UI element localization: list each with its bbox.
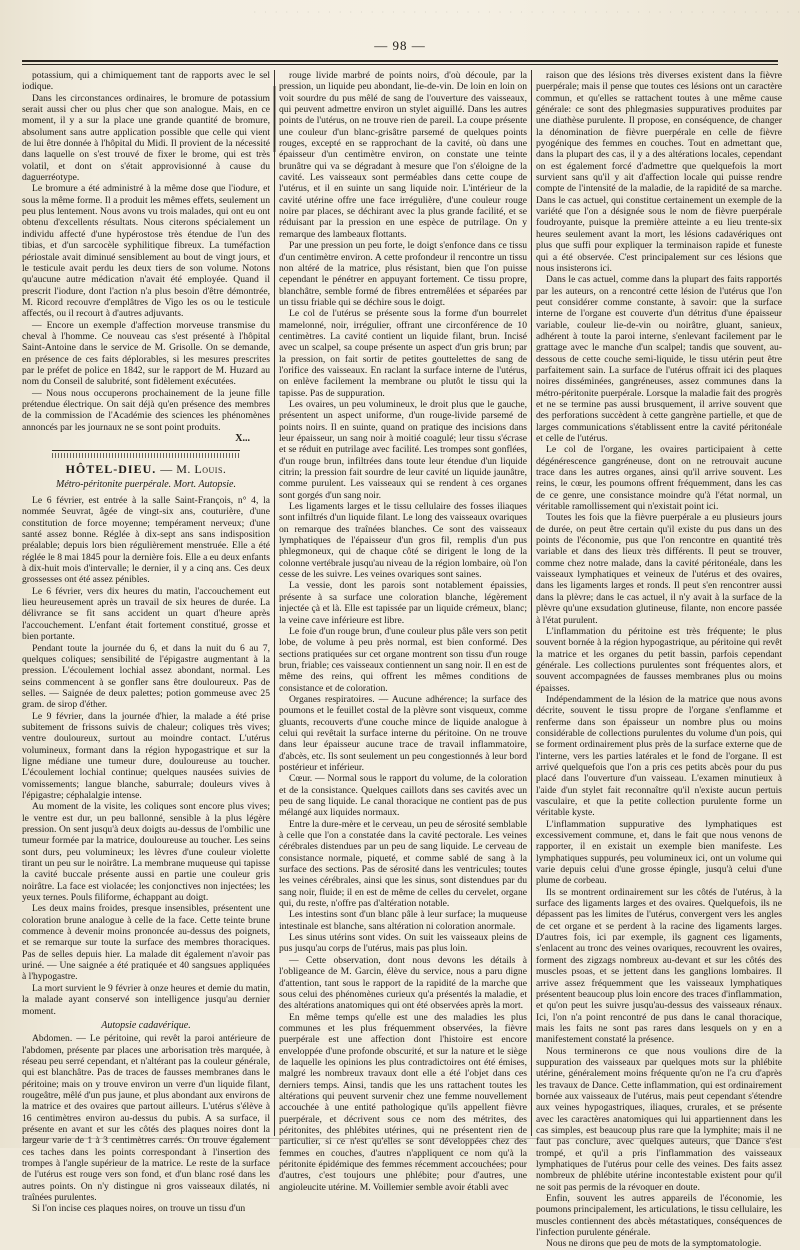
section-service: — M. Louis. — [160, 462, 227, 477]
paragraph: Les ligaments larges et le tissu cellulaire des fosses iliaques sont infiltrés d'un liquide filant. Le long des vaisseaux ovariques on remarque des traînées blanches. Ce sont des vaisseaux lymphatiques de l'épaisseur d'un gros fil, remplis d'un pus phlegmoneux, qui de chaque côté se dirigent le long de la colonne vertébrale jusqu'au niveau de la région lombaire, où l'on cesse de les suivre. Les veines ovariques sont saines. — [279, 501, 528, 581]
paragraph: Le bromure a été administré à la même dose que l'iodure, et sous la même forme. Il a produit les mêmes effets, seulement un peu plus lentement. Nous avons vu trois malades, qui ont eu ont obtenu d'excellents résultats. Nous citerons spécialement un individu affecté d'une hypérostose très étendue de l'un des tibias, et d'un sarcocèle syphilitique fibreux. La tuméfaction périostale avait diminué sensiblement au bout de vingt jours, et le testicule avait perdu les deux tiers de son volume. Notons qu'aucune autre médication n'avait été employée. Quand il prescrit l'iodure, dont l'action n'a plus besoin d'être démontrée, M. Ricord recouvre d'emplâtres de Vigo les os ou le testicule affectés, ou il recourt à d'autres adjuvants. — [22, 183, 270, 320]
header-rule-thin — [22, 64, 778, 65]
paragraph: Les intestins sont d'un blanc pâle à leur surface; la muqueuse intestinale est blanche, sans altération ni coloration anormale. — [279, 909, 527, 932]
paragraph: Le 9 février, dans la journée d'hier, la malade a été prise subitement de frissons suivis de chaleur; coliques très vives; ventre douloureux, surtout au moindre contact. L'utérus volumineux, formant dans la région hypogastrique et sur la ligne médiane une tumeur dure, douloureuse au toucher. L'écoulement lochial continue; quelques nausées suivies de vomissements; langue blanche, saburrale; douleurs vives à l'épigastre; céphalalgie intense. — [22, 710, 270, 801]
section-heading — [22, 464, 270, 475]
column-2 — [279, 70, 528, 1193]
paragraph: raison que des lésions très diverses existent dans la fièvre puerpérale; mais il pense que toutes ces lésions ont un caractère commun, et qu'elles se rattachent toutes à une même cause générale: ce sont des phlegmasies suppuratives produites par une diathèse purulente. Il propose, en conséquence, de changer la dénomination de fièvre puerpérale en celle de fièvre pyogénique des femmes en couches. Tout en admettant que, dans la plupart des cas, il y a des altérations locales, cependant on est également forcé d'admettre que quelquefois la mort survient sans qu'il y ait d'affection locale qui puisse rendre compte de l'intensité de la maladie, de la rapidité de sa marche. Dans le cas actuel, qui constitue certainement un exemple de la variété que l'on a désignée sous le nom de fièvre puerpérale foudroyante, puisque la première atteinte a eu lieu trente-six heures seulement avant la mort, les lésions cadavériques ont plus que suffi pour expliquer la terminaison rapide et funeste qui a été observée. C'est principalement sur ces lésions que nous insisterons ici. — [536, 70, 782, 274]
paragraph: Toutes les fois que la fièvre puerpérale a eu plusieurs jours de durée, on peut être certain qu'il existe du pus dans un des points de l'économie, pus que l'on rencontre en quantité très variable et dans des lieux très différents. Il peut se trouver, comme chez notre malade, dans la cavité péritonéale, dans les vaisseaux lymphatiques et veineux de l'utérus et des ovaires, dans les ligaments larges et ronds. Il peut s'en rencontrer aussi dans la plèvre; dans le cas actuel, il n'y avait à la surface de la plèvre qu'une exsudation glutineuse, filante, non encore passée à l'état purulent. — [536, 512, 782, 626]
paragraph: Indépendamment de la lésion de la matrice que nous avons décrite, souvent le tissu propre de l'organe s'enflamme et renferme dans son épaisseur un nombre plus ou moins considérable de collections purulentes du volume d'un pois, qui se forment ordinairement plus près de la surface externe que de l'interne, vers les parties latérales et le fond de l'organe. Il est arrivé quelquefois que l'on a pris ces petits abcès pour du pus placé dans l'ouverture d'un vaisseau. L'examen minutieux à l'aide d'un stylet fait reconnaître qu'il n'existe aucun pertuis vasculaire, et que la petite collection purulente forme un véritable kyste. — [536, 693, 782, 819]
paragraph: Pendant toute la journée du 6, et dans la nuit du 6 au 7, quelques coliques; sensibilité de l'épigastre augmentant à la pression. L'écoulement lochial assez abondant, normal. Les seins commencent à se gonfler sans être douloureux. Pas de selles. — Saignée de deux palettes; potion gommeuse avec 25 gram. de sirop d'éther. — [22, 642, 270, 711]
paragraph: Dans les circonstances ordinaires, le bromure de potassium serait aussi cher ou plus cher que son analogue. Mais, en ce moment, il y a sur la place une grande quantité de bromure, absolument sans autre application possible que celle qui vient de lui être donnée à l'hôpital du Midi. Il provient de la nécessité dans laquelle on s'est trouvé de fixer le brome, qui est très volatil, et dont on s'était approvisionné à cause du daguerréotype. — [22, 92, 270, 184]
column-divider-right — [531, 70, 532, 1136]
paragraph: Le 6 février, vers dix heures du matin, l'accouchement eut lieu heureusement après un travail de six heures de durée. La délivrance se fit sans accident un quart d'heure après l'accouchement. L'enfant était fortement constitué, grosse et bien portante. — [22, 585, 270, 643]
binding-mark — [273, 86, 276, 152]
paragraph: Entre la dure-mère et le cerveau, un peu de sérosité semblable à celle que l'on a constatée dans la cavité pectorale. Les veines cérébrales distendues par un peu de sang liquide. Le cerveau de consistance normale, piqueté, et comme sablé de sang à la surface des sections. Pas de sérosité dans les ventricules; toutes les veines cérébrales, ainsi que les sinus, sont distendues par du sang noir, fluide; il en est de même de celles du cervelet, organe qui, du reste, n'offre pas d'altération notable. — [279, 818, 527, 910]
column-divider-left — [274, 70, 275, 1136]
paragraph: — Cette observation, dont nous devons les détails à l'obligeance de M. Garcin, élève du service, nous a paru digne d'attention, tant sous le rapport de la rapidité de la marche que sous celui des phénomènes curieux qu'a présentés la maladie, et des altérations anatomiques qui ont été observées après la mort. — [279, 954, 527, 1012]
paragraph: Organes respiratoires. — Aucune adhérence; la surface des poumons et le feuillet costal de la plèvre sont visqueux, comme gluants, recouverts d'une couche mince de liquide analogue à celui qui revêtait la surface interne du péritoine. On ne trouve dans leur épaisseur aucune trace de travail inflammatoire, d'abcès, etc. Ils sont seulement un peu congestionnés à leur bord postérieur et inférieur. — [279, 693, 527, 773]
signature: X... — [235, 433, 250, 444]
section-title: HÔTEL-DIEU. — [65, 462, 157, 477]
paragraph: potassium, qui a chimiquement tant de rapports avec le sel iodique. — [22, 70, 270, 93]
paragraph: — Encore un exemple d'affection morveuse transmise du cheval à l'homme. Ce nouveau cas s'est présenté à l'hôpital Saint-Antoine dans le service de M. Grisolle. On se demande, en présence de ces faits déplorables, si les mesures prescrites par le préfet de police en 1842, sur le rapport de M. Huzard au nom du Conseil de salubrité, sont fidèlement exécutées. — [22, 319, 270, 388]
paragraph: Enfin, souvent les autres appareils de l'économie, les poumons principalement, les articulations, le tissu cellulaire, les muscles contiennent des abcès métastatiques, conséquences de l'infection purulente générale. — [536, 1193, 782, 1239]
paragraph: Au moment de la visite, les coliques sont encore plus vives; le ventre est dur, un peu ballonné, sensible à la plus légère pression. On sent jusqu'à deux doigts au-dessus de l'ombilic une tumeur formée par la matrice, douloureuse au toucher. Les seins sont durs, peu volumineux; les lèvres d'une couleur violette tirant un peu sur le noirâtre. La membrane muqueuse qui tapisse la cavité buccale présente aussi en partie une couleur gris noirâtre. La face est violacée; les conjonctives non injectées; les yeux ternes. Pouls filiforme, échappant au doigt. — [22, 801, 270, 904]
paragraph: rouge livide marbré de points noirs, d'où découle, par la pression, un liquide peu abondant, lie-de-vin. De loin en loin on voit sourdre du pus mêlé de sang de l'ouverture des vaisseaux, qui peuvent admettre environ un stylet aiguillé. Dans les autres points de l'utérus, on ne trouve rien de pareil. La coupe présente une couleur d'un blanc-grisâtre parsemé de quelques points rouges, excepté en se rapprochant de la cavité, où dans une épaisseur d'un centimètre environ, on constate une teinte brunâtre qui va se dégradant à mesure que l'on s'éloigne de la cavité. Les vaisseaux sont perméables dans cette coupe de l'utérus, et il en suinte un sang liquide noir. L'intérieur de la cavité utérine offre une face irrégulière, d'une couleur rouge noire par places, se déchirant avec la plus grande facilité, et se réduisant par la pression en une espèce de putrilage. On y remarque des lambeaux flottants. — [279, 70, 527, 240]
paragraph: Nous ne dirons que peu de mots de la symptomatologie. — [546, 1238, 762, 1250]
paragraph: L'inflammation du péritoine est très fréquente; le plus souvent bornée à la région hypogastrique, au péritoine qui revêt la matrice et les organes du petit bassin, parfois cependant générale. Les collections purulentes sont fréquentes alors, et souvent accompagnées de fausses membranes plus ou moins épaisses. — [536, 625, 782, 694]
paragraph: Par une pression un peu forte, le doigt s'enfonce dans ce tissu d'un centimètre environ. A cette profondeur il rencontre un tissu non altéré de la matrice, plus résistant, bien que l'on puisse cependant le pénétrer en appuyant fortement. Ce tissu propre, blanchâtre, semble formé de fibres entremêlées et séparées par un tissu friable qui se déchire sous le doigt. — [279, 240, 527, 308]
section-divider-ornament — [52, 453, 240, 458]
paragraph: — Nous nous occuperons prochainement de la jeune fille prétendue électrique. On sait déjà qu'en présence des membres de la commission de l'Académie des sciences les phénomènes annoncés par les journaux ne se sont point produits. — [22, 387, 270, 433]
bleed-through-text: · · · · · · · · · · · · · · · · · · · · · · · · · · · · · · · · · · · · · · · · · · · · · · · · · · · · — [250, 8, 800, 17]
section-divider — [52, 450, 240, 451]
autopsy-heading: Autopsie cadavérique. — [101, 1019, 191, 1031]
paragraph: Les sinus utérins sont vides. On suit les vaisseaux pleins de pus jusqu'au corps de l'utérus, mais pas plus loin. — [279, 932, 527, 955]
paragraph: Le col de l'organe, les ovaires participaient à cette dégénérescence gangréneuse, dont on ne retrouvait aucune trace dans les autres organes, ainsi qu'il arrive souvent. Les reins, le cœur, les poumons offrent fréquemment, dans les cas de ce genre, une consistance moindre qu'à l'état normal, un véritable ramollissement qui n'existait point ici. — [536, 444, 782, 513]
paragraph: Si l'on incise ces plaques noires, on trouve un tissu d'un — [32, 1203, 246, 1215]
column-1 — [22, 70, 270, 1215]
paragraph: La mort survient le 9 février à onze heures et demie du matin, la malade ayant conservé son intelligence jusqu'au dernier moment. — [22, 982, 270, 1017]
paragraph: Le 6 février, est entrée à la salle Saint-François, n° 4, la nommée Seuvrat, âgée de vingt-six ans, couturière, d'une constitution de force moyenne; tempérament nerveux; d'une santé assez bonne. Réglée à dix-sept ans sans indisposition préalable; depuis lors bien régulièrement menstruée. Elle a été réglée le 8 mai 1845 pour la dernière fois. Elle a eu deux enfants à dix-huit mois d'intervalle; le dernier, il y a cinq ans. Ces deux grossesses ont été assez pénibles. — [22, 495, 270, 586]
paragraph: Le col de l'utérus se présente sous la forme d'un bourrelet mamelonné, noir, irrégulier, offrant une circonférence de 10 centimètres. La cavité contient un liquide filant, brun. Incisé avec un scalpel, sa coupe présente un aspect d'un gris brun; par la pression, on fait sortir de petites gouttelettes de sang de l'orifice des vaisseaux. En raclant la surface interne de l'utérus, on enlève facilement la membrane ou plutôt le tissu qui la tapisse. Pas de suppuration. — [279, 308, 527, 399]
paragraph: Les ovaires, un peu volumineux, le droit plus que le gauche, présentent un aspect uniforme, d'un rouge-livide parsemé de points noirs. Il en suinte, quand on pratique des incisions dans leur épaisseur, un sang noir à moitié coagulé; leur tissu s'écrase et se réduit en putrilage avec facilité. Les trompes sont gonflées, d'un rouge brun, infiltrées dans toute leur étendue d'un liquide citrin; la pression fait sourdre de leur cavité un liquide jaunâtre, comme purulent. Les vaisseaux qui se rendent à ces organes sont gorgés d'un sang noir. — [279, 398, 527, 501]
column-3 — [536, 70, 782, 1250]
page-folio: — 98 — — [374, 38, 426, 53]
paragraph: Les deux mains froides, presque insensibles, présentent une coloration brune analogue à celle de la face. Cette teinte brune commence à devenir moins prononcée au-dessus des poignets, et se remarque sur toute la surface des membres thoraciques. Pas de selles depuis hier. La malade dit également n'avoir pas uriné. — Une saignée a été pratiquée et 40 sangsues appliquées à l'hypogastre. — [22, 903, 270, 983]
paragraph: La vessie, dont les parois sont notablement épaissies, présente à sa surface une coloration blanche, légèrement injectée çà et là. Elle est tapissée par un liquide crémeux, blanc; la veine cave inférieure est libre. — [279, 580, 527, 626]
paragraph: En même temps qu'elle est une des maladies les plus communes et les plus fréquemment observées, la fièvre puerpérale est une affection dont l'histoire est encore enveloppée d'une profonde obscurité, et sur la nature et le siège de laquelle les opinions les plus contradictoires ont été émises, malgré les nombreux travaux dont elle a été l'objet dans ces derniers temps. Ainsi, tandis que les uns rattachent toutes les altérations qui peuvent survenir chez une femme nouvellement accouchée à une entité pathologique qu'ils appellent fièvre puerpérale, et décrivent sous ce nom des métrites, des péritonites, des phlébites utérines, qui ne présentent rien de particulier, si ce n'est qu'elles se sont développées chez des femmes en couches, d'autres n'appliquent ce nom qu'à la péritonite épidémique des femmes récemment accouchées; pour d'autres, c'est toujours une phlébite; pour d'autres, une angioleucite utérine. M. Voillemier semble avoir établi avec — [279, 1011, 527, 1193]
paragraph: Abdomen. — Le péritoine, qui revêt la paroi antérieure de l'abdomen, présente par places une arborisation très marquée, à réseau peu serré cependant, et n'altérant pas la couleur générale, qui est blanchâtre. Pas de traces de fausses membranes dans le péritoine; mais on y trouve environ un verre d'un liquide filant, rougeâtre, mêlé d'un pus jaune, et plus abondant aux environs de la matrice et des ovaires que partout ailleurs. L'utérus s'élève à 16 centimètres environ au-dessus du pubis. A sa surface, il présente en avant et sur les côtés des plaques noires dont la largeur varie de 1 à 3 centimètres carrés. On trouve également ces taches dans les points correspondant à l'insertion des trompes à l'angle supérieur de la matrice. Le reste de la surface de l'utérus est rouge vers son fond, et d'un blanc rosé dans les autres points. On n'y distingue ni gros vaisseaux dilatés, ni traînées purulentes. — [22, 1033, 270, 1203]
paragraph: Le foie d'un rouge brun, d'une couleur plus pâle vers son petit lobe, de volume à peu près normal, est bien conformé. Des sections pratiquées sur cet organe montrent son tissu d'un rouge brun, friable; ces vaisseaux contiennent un sang noir. Il en est de même des reins, qui offrent les mêmes conditions de consistance et de coloration. — [279, 625, 527, 694]
paragraph: L'inflammation suppurative des lymphatiques est excessivement commune, et, dans le fait que nous venons de rapporter, il en existait un exemple bien manifeste. Les lymphatiques suppurés, peu volumineux ici, ont un volume qui varie depuis celui d'une grosse épingle, jusqu'à celui d'une plume de corbeau. — [536, 818, 782, 887]
bottom-edge-line — [22, 1138, 778, 1139]
case-title: Métro-péritonite puerpérale. Mort. Autopsie. — [56, 478, 236, 490]
paragraph: Nous terminerons ce que nous voulions dire de la suppuration des vaisseaux par quelques mots sur la phlébite utérine, généralement moins fréquente qu'on ne l'a cru d'après les travaux de Dance. Cette inflammation, qui est ordinairement bornée aux vaisseaux de l'utérus, mais peut cependant s'étendre aux veines hypogastriques, iliaques, crurales, et se présente avec les caractères anatomiques qui lui appartiennent dans les cas simples, est beaucoup plus rare que la lymphite; mais il ne faut pas conclure, avec quelques auteurs, que Dance s'est trompé, et qu'il a pris l'inflammation des vaisseaux lymphatiques de l'utérus pour celle des veines. Des faits assez nombreux de phlébite utérine incontestable existent pour qu'il ne soit pas permis de la révoquer en doute. — [536, 1045, 782, 1193]
header-rule — [22, 60, 778, 62]
paragraph: Cœur. — Normal sous le rapport du volume, de la coloration et de la consistance. Quelques caillots dans ses cavités avec un peu de sang liquide. Le canal thoracique ne contient pas de pus mélangé aux liquides normaux. — [279, 773, 527, 819]
paragraph: Dans le cas actuel, comme dans la plupart des faits rapportés par les auteurs, on a rencontré cette lésion de l'utérus que l'on peut considérer comme constante, à savoir: que la surface interne de l'organe est couverte d'un détritus d'une épaisseur variable, couleur lie-de-vin ou noirâtre, gluant, sanieux, adhérent à toute la paroi interne, s'enlevant facilement par le grattage avec le manche d'un scalpel; tandis que souvent, au-dessous de cette couche semi-liquide, le tissu utérin peut être parfaitement sain. La surface de l'utérus offrait ici des plaques noires disséminées, gangréneuses, assez communes dans la métro-péritonite puerpérale. Lorsque la maladie fait des progrès et ne se termine pas aussi brusquement, il arrive souvent que des perforations succèdent à cette gangrène partielle, et que de larges communications s'établissent entre la cavité péritonéale et celle de l'utérus. — [536, 274, 782, 444]
paragraph: Ils se montrent ordinairement sur les côtés de l'utérus, à la surface des ligaments larges et des ovaires. Quelquefois, ils ne dépassent pas les limites de l'utérus, convergent vers les angles de cet organe et se perdent à la racine des ligaments larges. D'autres fois, ici par exemple, ils gagnent ces ligaments, s'enlacent au tronc des veines ovariques, recouvrent les ovaires, forment des zigzags nombreux au-devant et sur les côtés des muscles psoas, et se jettent dans les ganglions lombaires. Il arrive assez fréquemment que les vaisseaux lymphatiques présentent beaucoup plus loin encore des traces d'inflammation, et qu'on peut les suivre jusqu'au-dessus des vaisseaux rénaux. Ici, l'on n'a point rencontré de pus dans le canal thoracique, mais les faits ne sont pas rares dans lesquels on y en a manifestement constaté la présence. — [536, 886, 782, 1046]
